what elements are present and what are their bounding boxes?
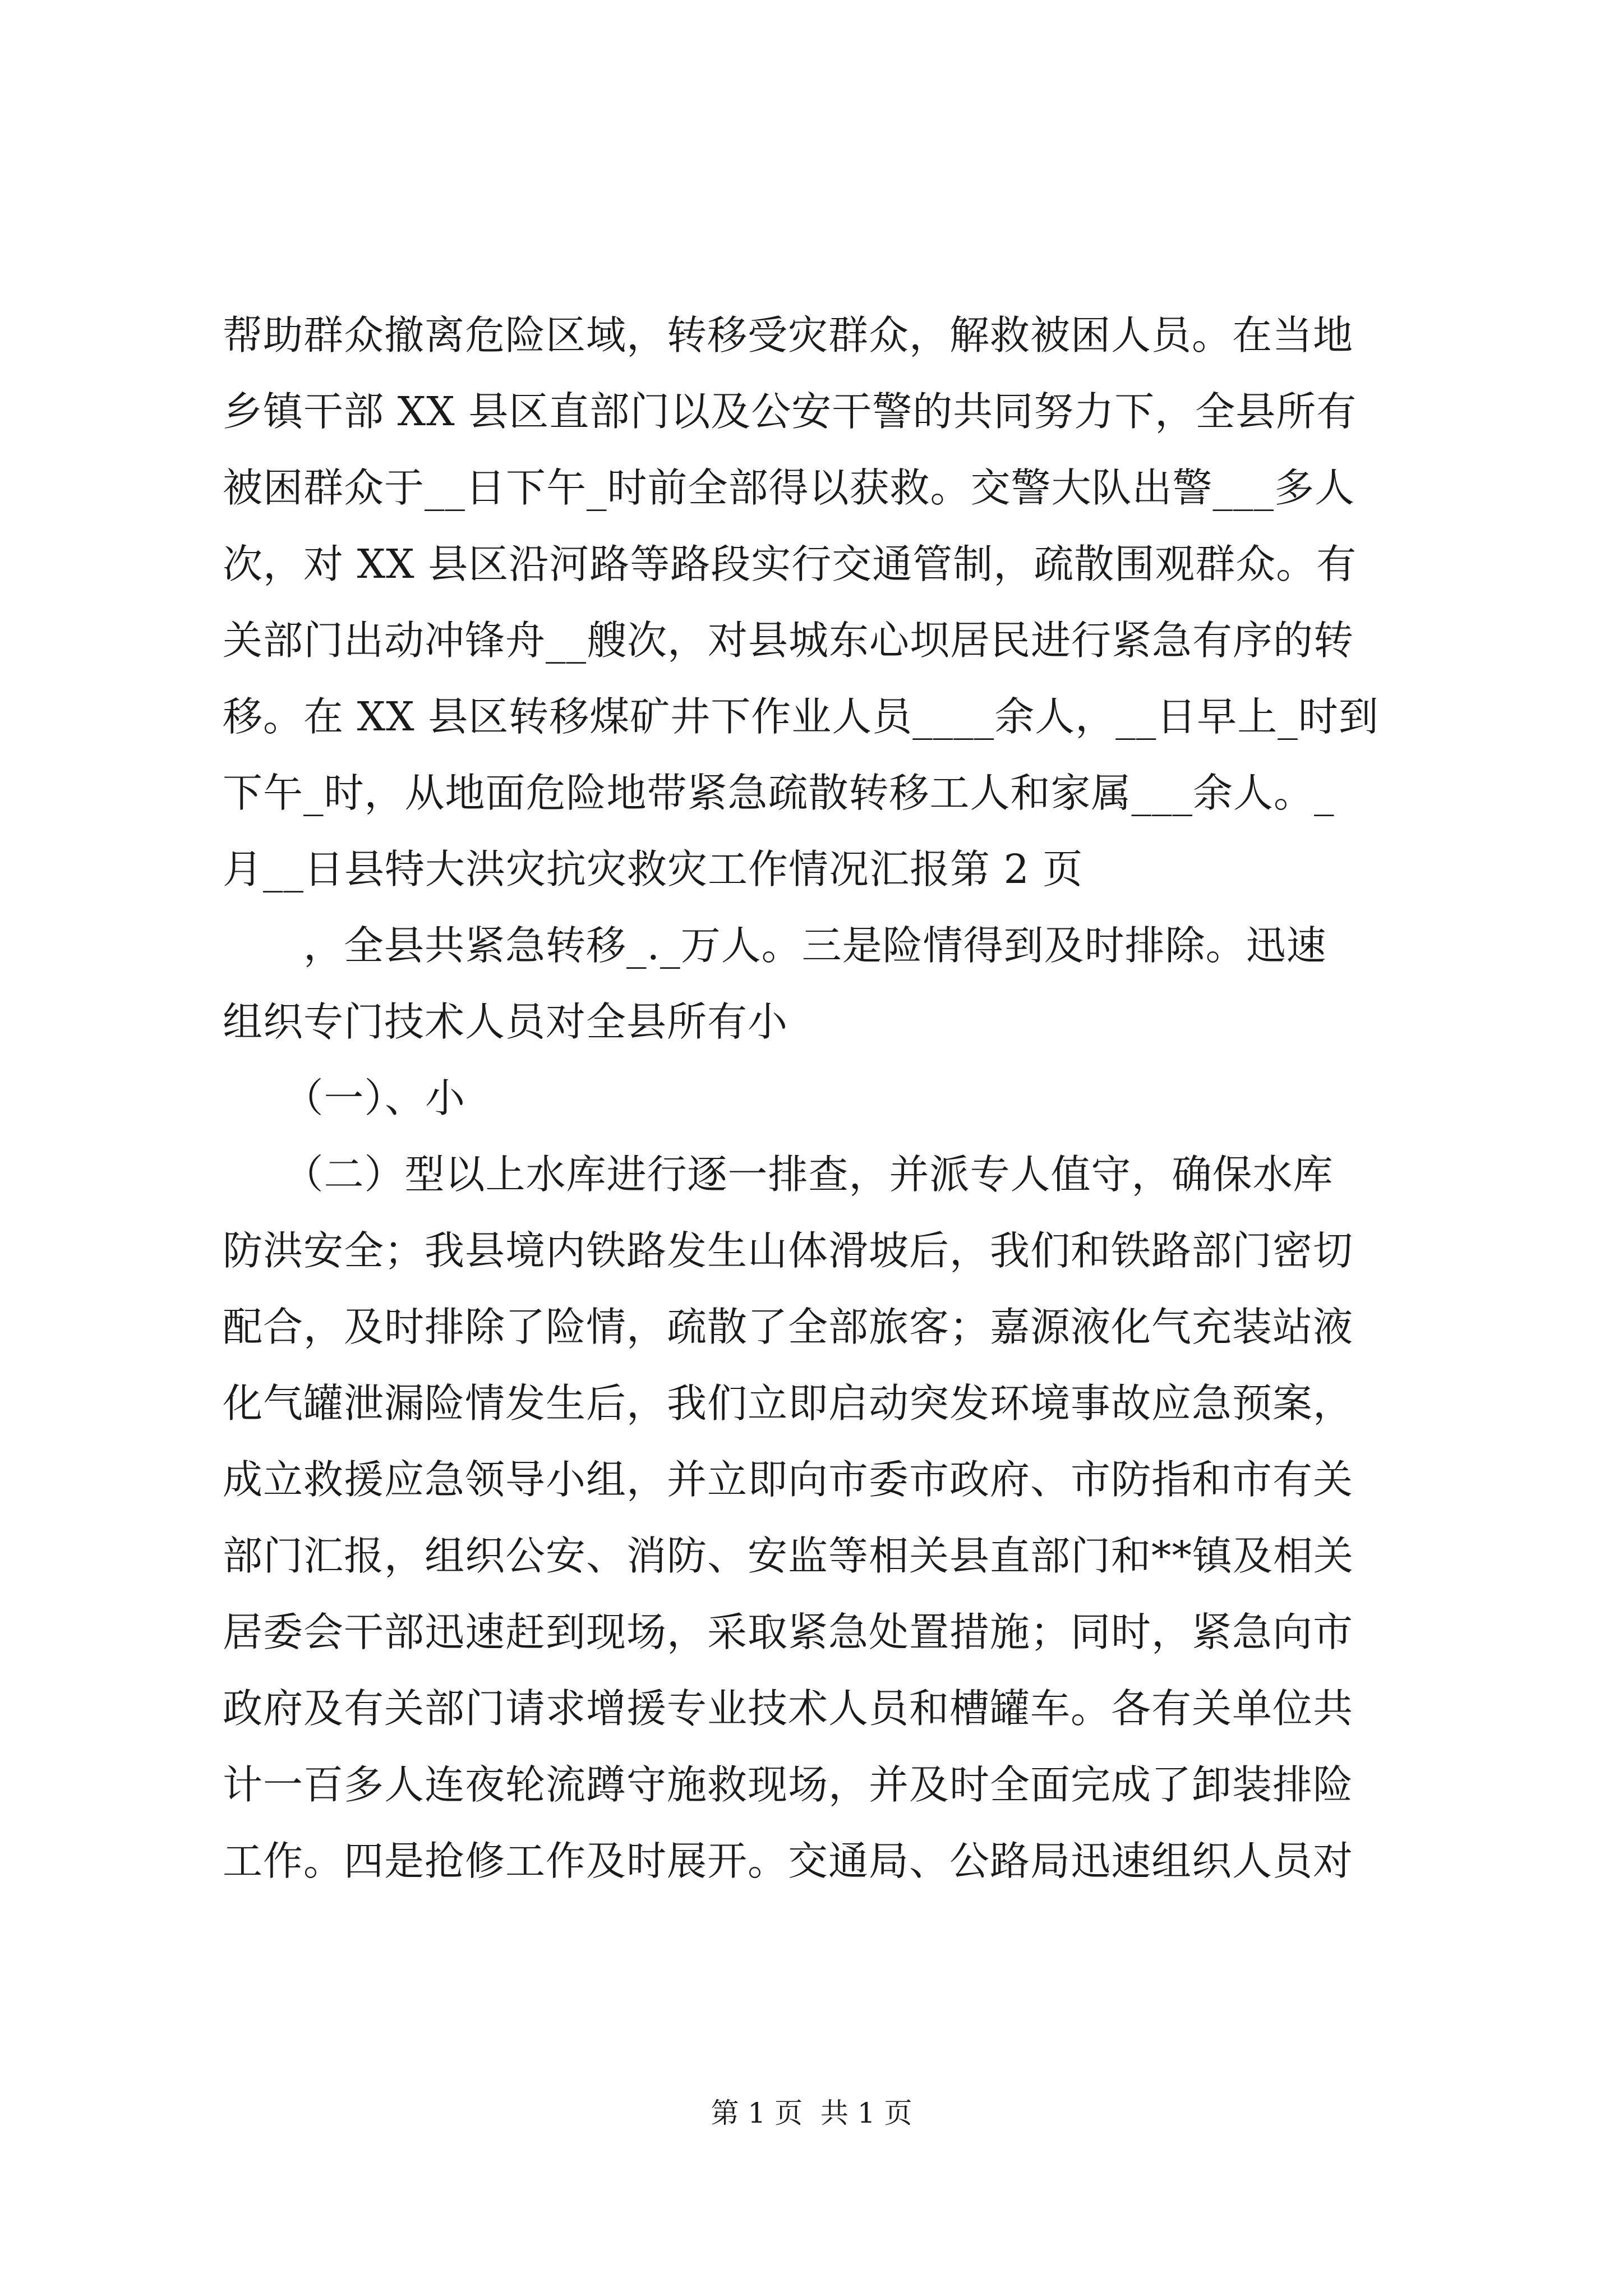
- text-line: 组织专门技术人员对全县所有小: [223, 999, 789, 1045]
- text-line: 移。在 XX 县区转移煤矿井下作业人员____余人，__日早上_时到: [223, 693, 1379, 740]
- text-line: 政府及有关部门请求增援专业技术人员和槽罐车。各有关单位共: [223, 1685, 1354, 1732]
- text-line: 部门汇报，组织公安、消防、安监等相关县直部门和**镇及相关: [223, 1533, 1354, 1579]
- text-line: ，全县共紧急转移_._万人。三是险情得到及时排除。迅速: [223, 922, 1327, 969]
- text-line: 防洪安全；我县境内铁路发生山体滑坡后，我们和铁路部门密切: [223, 1227, 1354, 1274]
- text-line: 帮助群众撤离危险区域，转移受灾群众，解救被困人员。在当地: [223, 312, 1354, 358]
- page-footer: 第 1 页 共 1 页: [711, 2097, 912, 2129]
- text-line: 化气罐泄漏险情发生后，我们立即启动突发环境事故应急预案，: [223, 1380, 1354, 1427]
- text-line: 计一百多人连夜轮流蹲守施救现场，并及时全面完成了卸装排险: [223, 1761, 1354, 1808]
- text-line: （一）、小: [223, 1075, 466, 1121]
- text-line: 配合，及时排除了险情，疏散了全部旅客；嘉源液化气充装站液: [223, 1304, 1354, 1350]
- text-line: 居委会干部迅速赶到现场，采取紧急处置措施；同时，紧急向市: [223, 1609, 1354, 1655]
- text-line: 关部门出动冲锋舟__艘次，对县城东心坝居民进行紧急有序的转: [223, 617, 1354, 664]
- body-text: [223, 297, 1434, 1899]
- text-line: （二）型以上水库进行逐一排查，并派专人值守，确保水库: [223, 1151, 1334, 1198]
- text-line: 被困群众于__日下午_时前全部得以获救。交警大队出警___多人: [223, 464, 1355, 511]
- text-line: 工作。四是抢修工作及时展开。交通局、公路局迅速组织人员对: [223, 1838, 1354, 1884]
- text-line: 次，对 XX 县区沿河路等路段实行交通管制，疏散围观群众。有: [223, 541, 1357, 587]
- text-line: 下午_时，从地面危险地带紧急疏散转移工人和家属___余人。_: [223, 770, 1335, 816]
- text-line: 乡镇干部 XX 县区直部门以及公安干警的共同努力下，全县所有: [223, 388, 1357, 435]
- text-line: 月__日县特大洪灾抗灾救灾工作情况汇报第 2 页: [223, 846, 1083, 892]
- text-line: 成立救援应急领导小组，并立即向市委市政府、市防指和市有关: [223, 1456, 1354, 1503]
